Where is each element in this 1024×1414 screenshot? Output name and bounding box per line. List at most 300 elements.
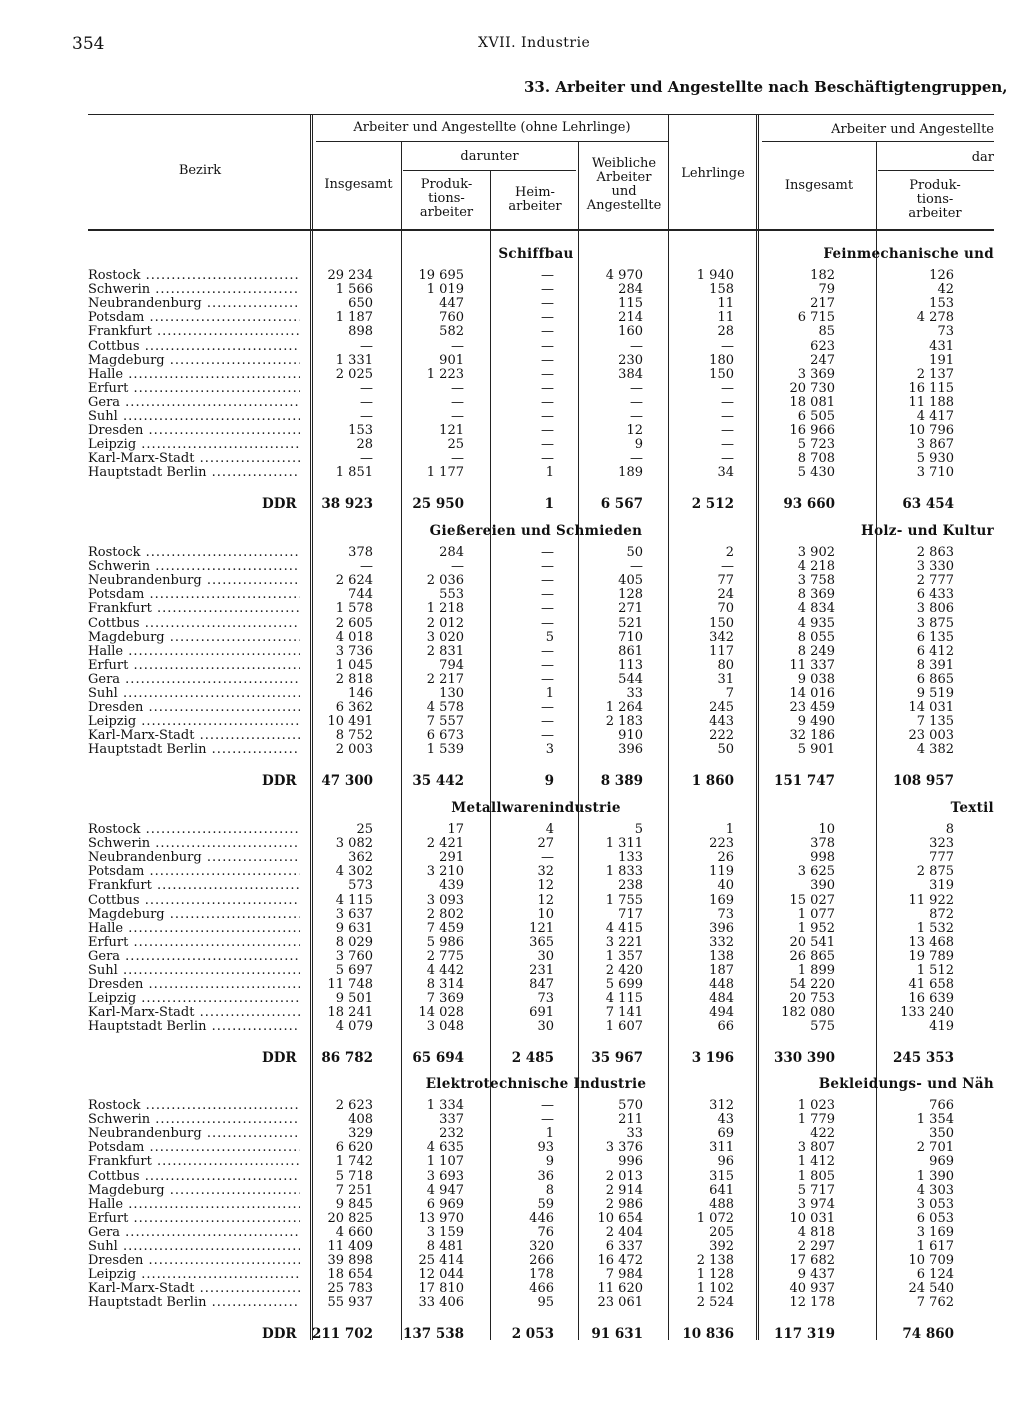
table-row <box>0 673 1024 687</box>
cell-bezirk: Leipzig ..... <box>88 438 300 452</box>
cell-weibliche: 284 <box>618 282 643 298</box>
cell-lehrlinge: — <box>721 338 734 354</box>
table-row <box>0 1282 1024 1296</box>
header-produktionsarbeiter-right: Produk- tions- arbeiter <box>908 178 962 221</box>
total-produktionsarbeiter: 137 538 <box>402 1325 464 1342</box>
cell-produktionsarbeiter-right: 10 709 <box>908 1253 954 1269</box>
cell-insgesamt-right: 3 758 <box>797 573 835 589</box>
cell-lehrlinge: 117 <box>709 643 734 659</box>
cell-weibliche: 861 <box>618 643 643 659</box>
cell-lehrlinge: 11 <box>717 296 734 312</box>
table-row <box>0 283 1024 297</box>
cell-heimarbeiter: 365 <box>529 934 554 950</box>
cell-lehrlinge: 484 <box>709 991 734 1007</box>
cell-bezirk: Halle ..... <box>88 922 300 936</box>
cell-produktionsarbeiter: 14 028 <box>418 1005 464 1021</box>
cell-heimarbeiter: 8 <box>545 1182 554 1198</box>
cell-insgesamt: 2 605 <box>335 615 373 631</box>
table-row <box>0 1268 1024 1282</box>
cell-bezirk: Dresden ..... <box>88 424 300 438</box>
section-title-left: Metallwarenindustrie <box>451 800 621 816</box>
cell-bezirk: Hauptstadt Berlin ..... <box>88 1296 300 1310</box>
table-row <box>0 1226 1024 1240</box>
cell-insgesamt: 1 742 <box>335 1154 373 1170</box>
cell-heimarbeiter: — <box>541 423 554 439</box>
section-title-right: Feinmechanische und <box>823 246 994 262</box>
cell-insgesamt-right: 2 297 <box>797 1239 835 1254</box>
cell-produktionsarbeiter: 7 369 <box>426 991 464 1007</box>
table-row <box>0 311 1024 325</box>
cell-insgesamt: 3 637 <box>335 906 373 922</box>
cell-insgesamt-right: 17 682 <box>789 1253 835 1269</box>
cell-lehrlinge: 311 <box>709 1140 734 1156</box>
cell-insgesamt-right: 85 <box>818 324 835 340</box>
cell-heimarbeiter: — <box>541 296 554 312</box>
cell-insgesamt-right: 79 <box>818 282 835 298</box>
cell-lehrlinge: 158 <box>709 282 734 298</box>
cell-heimarbeiter: 4 <box>545 822 554 837</box>
cell-heimarbeiter: 30 <box>537 1019 554 1035</box>
cell-bezirk: Frankfurt ..... <box>88 879 300 893</box>
cell-heimarbeiter: — <box>541 451 554 467</box>
cell-insgesamt: 8 029 <box>335 934 373 950</box>
cell-heimarbeiter: — <box>541 338 554 354</box>
cell-insgesamt-right: 182 080 <box>781 1005 835 1021</box>
cell-produktionsarbeiter-right: 11 922 <box>908 892 954 908</box>
cell-heimarbeiter: — <box>541 409 554 424</box>
header-group-left: Arbeiter und Angestellte (ohne Lehrlinge) <box>353 120 631 135</box>
cell-produktionsarbeiter: 4 578 <box>426 700 464 716</box>
cell-lehrlinge: 1 940 <box>696 268 734 283</box>
total-weibliche: 8 389 <box>600 772 643 789</box>
cell-produktionsarbeiter-right: 766 <box>929 1098 954 1113</box>
cell-lehrlinge: 26 <box>717 850 734 866</box>
cell-weibliche: 230 <box>618 352 643 368</box>
cell-produktionsarbeiter-right: 16 115 <box>908 380 954 396</box>
cell-insgesamt: 1 578 <box>335 601 373 617</box>
cell-produktionsarbeiter: 1 218 <box>426 601 464 617</box>
cell-insgesamt-right: 1 779 <box>797 1112 835 1128</box>
cell-produktionsarbeiter-right: 6 865 <box>916 671 954 687</box>
cell-bezirk: Halle ..... <box>88 1198 300 1212</box>
cell-produktionsarbeiter: 337 <box>439 1112 464 1128</box>
cell-weibliche: 33 <box>626 1126 643 1142</box>
cell-produktionsarbeiter: 6 673 <box>426 728 464 744</box>
cell-insgesamt-right: 1 023 <box>797 1098 835 1113</box>
cell-heimarbeiter: — <box>541 850 554 866</box>
cell-produktionsarbeiter: 25 <box>447 437 464 453</box>
cell-lehrlinge: 488 <box>709 1196 734 1212</box>
cell-bezirk: Cottbus ..... <box>88 617 300 631</box>
cell-produktionsarbeiter-right: 872 <box>929 906 954 922</box>
group-rule-right <box>762 141 994 142</box>
cell-heimarbeiter: 266 <box>529 1253 554 1269</box>
table-row <box>0 382 1024 396</box>
table-row <box>0 908 1024 922</box>
cell-produktionsarbeiter-right: 4 382 <box>916 742 954 758</box>
cell-insgesamt: 9 501 <box>335 991 373 1007</box>
cell-weibliche: 160 <box>618 324 643 340</box>
cell-insgesamt: 408 <box>348 1112 373 1128</box>
cell-insgesamt: 329 <box>348 1126 373 1142</box>
cell-heimarbeiter: 1 <box>545 686 554 701</box>
table-row <box>0 894 1024 908</box>
cell-weibliche: — <box>630 409 643 424</box>
cell-insgesamt-right: 1 899 <box>797 963 835 978</box>
cell-heimarbeiter: — <box>541 437 554 453</box>
cell-heimarbeiter: — <box>541 545 554 560</box>
table-row <box>0 729 1024 743</box>
table-title: 33. Arbeiter und Angestellte nach Beschäftigtengruppen, <box>524 78 1008 96</box>
cell-produktionsarbeiter-right: 6 053 <box>916 1210 954 1226</box>
cell-produktionsarbeiter: 1 539 <box>426 742 464 758</box>
cell-insgesamt: 6 620 <box>335 1140 373 1156</box>
cell-heimarbeiter: — <box>541 587 554 603</box>
cell-weibliche: 271 <box>618 601 643 617</box>
cell-lehrlinge: 1 102 <box>696 1281 734 1297</box>
total-lehrlinge: 2 512 <box>691 495 734 512</box>
cell-insgesamt-right: 26 865 <box>789 948 835 964</box>
cell-insgesamt-right: 1 952 <box>797 920 835 936</box>
cell-heimarbeiter: — <box>541 643 554 659</box>
cell-heimarbeiter: 95 <box>537 1295 554 1311</box>
cell-produktionsarbeiter: 2 831 <box>426 643 464 659</box>
cell-weibliche: 115 <box>618 296 643 312</box>
header-darunter-right: dar <box>971 150 994 165</box>
cell-insgesamt-right: 998 <box>810 850 835 866</box>
total-weibliche: 35 967 <box>591 1049 643 1066</box>
cell-insgesamt-right: 10 <box>818 822 835 837</box>
cell-produktionsarbeiter: 291 <box>439 850 464 866</box>
cell-bezirk: Karl-Marx-Stadt ..... <box>88 729 300 743</box>
cell-produktionsarbeiter: 232 <box>439 1126 464 1142</box>
cell-insgesamt-right: 623 <box>810 338 835 354</box>
cell-weibliche: 717 <box>618 906 643 922</box>
cell-bezirk: Karl-Marx-Stadt ..... <box>88 1282 300 1296</box>
cell-weibliche: 238 <box>618 878 643 894</box>
cell-insgesamt-right: 6 715 <box>797 310 835 326</box>
cell-produktionsarbeiter-right: 3 710 <box>916 465 954 481</box>
total-insgesamt-right: 93 660 <box>783 495 835 512</box>
total-produktionsarbeiter-right: 63 454 <box>902 495 954 512</box>
cell-lehrlinge: 69 <box>717 1126 734 1142</box>
total-row <box>0 1326 1024 1342</box>
cell-produktionsarbeiter: — <box>451 451 464 467</box>
table-row <box>0 1170 1024 1184</box>
cell-produktionsarbeiter-right: 16 639 <box>908 991 954 1007</box>
total-produktionsarbeiter: 35 442 <box>412 772 464 789</box>
cell-heimarbeiter: — <box>541 714 554 730</box>
cell-insgesamt-right: 10 031 <box>789 1210 835 1226</box>
cell-produktionsarbeiter-right: 3 053 <box>916 1196 954 1212</box>
cell-lehrlinge: 1 128 <box>696 1267 734 1283</box>
cell-lehrlinge: 1 072 <box>696 1210 734 1226</box>
table-row <box>0 823 1024 837</box>
section-title-left: Schiffbau <box>498 246 574 262</box>
cell-insgesamt: 153 <box>348 423 373 439</box>
cell-bezirk: Gera ..... <box>88 950 300 964</box>
cell-produktionsarbeiter: 760 <box>439 310 464 326</box>
cell-produktionsarbeiter: 3 093 <box>426 892 464 908</box>
cell-produktionsarbeiter: — <box>451 338 464 354</box>
total-lehrlinge: 3 196 <box>691 1049 734 1066</box>
table-row <box>0 1296 1024 1310</box>
cell-insgesamt-right: 422 <box>810 1126 835 1142</box>
cell-insgesamt: 9 845 <box>335 1196 373 1212</box>
table-row <box>0 396 1024 410</box>
cell-bezirk: Potsdam ..... <box>88 865 300 879</box>
cell-bezirk: Cottbus ..... <box>88 1170 300 1184</box>
table-row <box>0 1212 1024 1226</box>
total-insgesamt-right: 151 747 <box>773 772 835 789</box>
cell-lehrlinge: 312 <box>709 1098 734 1113</box>
cell-bezirk: Hauptstadt Berlin ..... <box>88 743 300 757</box>
header-insgesamt-right: Insgesamt <box>784 178 854 193</box>
cell-insgesamt: 1 331 <box>335 352 373 368</box>
table-row <box>0 1127 1024 1141</box>
cell-heimarbeiter: 93 <box>537 1140 554 1156</box>
header-top-rule <box>88 114 994 115</box>
cell-produktionsarbeiter: 3 159 <box>426 1224 464 1240</box>
table-row <box>0 1198 1024 1212</box>
cell-lehrlinge: 396 <box>709 920 734 936</box>
cell-insgesamt: — <box>360 409 373 424</box>
table-row <box>0 325 1024 339</box>
table-row <box>0 1113 1024 1127</box>
total-weibliche: 91 631 <box>591 1325 643 1342</box>
cell-heimarbeiter: 320 <box>529 1239 554 1254</box>
chapter-heading: XVII. Industrie <box>478 35 591 51</box>
cell-bezirk: Potsdam ..... <box>88 311 300 325</box>
table-row <box>0 617 1024 631</box>
cell-produktionsarbeiter-right: 319 <box>929 878 954 894</box>
cell-weibliche: 6 337 <box>605 1239 643 1254</box>
cell-weibliche: 1 264 <box>605 700 643 716</box>
cell-produktionsarbeiter-right: 133 240 <box>900 1005 954 1021</box>
cell-weibliche: 2 404 <box>605 1224 643 1240</box>
table-row <box>0 1184 1024 1198</box>
cell-lehrlinge: 223 <box>709 836 734 852</box>
cell-lehrlinge: — <box>721 451 734 467</box>
cell-bezirk: Halle ..... <box>88 368 300 382</box>
cell-insgesamt: 4 018 <box>335 629 373 645</box>
cell-bezirk: Schwerin ..... <box>88 560 300 574</box>
cell-lehrlinge: 150 <box>709 615 734 631</box>
cell-insgesamt: 4 079 <box>335 1019 373 1035</box>
header-heimarbeiter: Heim- arbeiter <box>508 185 562 214</box>
cell-insgesamt-right: 247 <box>810 352 835 368</box>
cell-heimarbeiter: 12 <box>537 892 554 908</box>
table-row <box>0 936 1024 950</box>
cell-insgesamt: 7 251 <box>335 1182 373 1198</box>
cell-bezirk: Neubrandenburg ..... <box>88 851 300 865</box>
cell-lehrlinge: — <box>721 394 734 410</box>
cell-bezirk: Karl-Marx-Stadt ..... <box>88 1006 300 1020</box>
cell-insgesamt-right: 8 055 <box>797 629 835 645</box>
cell-produktionsarbeiter: 3 020 <box>426 629 464 645</box>
table-row <box>0 1099 1024 1113</box>
cell-lehrlinge: 641 <box>709 1182 734 1198</box>
cell-insgesamt-right: 5 717 <box>797 1182 835 1198</box>
cell-produktionsarbeiter: 3 693 <box>426 1168 464 1184</box>
cell-bezirk: Erfurt ..... <box>88 382 300 396</box>
cell-heimarbeiter: — <box>541 380 554 396</box>
table-row <box>0 631 1024 645</box>
cell-produktionsarbeiter: 2 775 <box>426 948 464 964</box>
cell-produktionsarbeiter: 13 970 <box>418 1210 464 1226</box>
cell-insgesamt-right: 14 016 <box>789 686 835 701</box>
section-title-left: Gießereien und Schmieden <box>429 523 643 539</box>
cell-produktionsarbeiter: 12 044 <box>418 1267 464 1283</box>
cell-lehrlinge: 392 <box>709 1239 734 1254</box>
cell-weibliche: 189 <box>618 465 643 481</box>
cell-insgesamt: 4 660 <box>335 1224 373 1240</box>
cell-produktionsarbeiter: 284 <box>439 545 464 560</box>
cell-produktionsarbeiter-right: 1 532 <box>916 920 954 936</box>
cell-bezirk: Magdeburg ..... <box>88 631 300 645</box>
cell-insgesamt-right: 5 901 <box>797 742 835 758</box>
cell-bezirk: Gera ..... <box>88 1226 300 1240</box>
cell-heimarbeiter: 27 <box>537 836 554 852</box>
cell-produktionsarbeiter-right: 6 433 <box>916 587 954 603</box>
table-row <box>0 1240 1024 1254</box>
cell-weibliche: 710 <box>618 629 643 645</box>
total-label: DDR <box>262 495 297 512</box>
header-darunter: darunter <box>460 149 519 164</box>
cell-produktionsarbeiter-right: 1 390 <box>916 1168 954 1184</box>
cell-bezirk: Potsdam ..... <box>88 1141 300 1155</box>
cell-insgesamt-right: 8 369 <box>797 587 835 603</box>
cell-lehrlinge: 138 <box>709 948 734 964</box>
cell-weibliche: 3 221 <box>605 934 643 950</box>
cell-insgesamt-right: 1 412 <box>797 1154 835 1170</box>
cell-lehrlinge: 50 <box>717 742 734 758</box>
cell-weibliche: — <box>630 394 643 410</box>
cell-weibliche: 50 <box>626 545 643 560</box>
cell-produktionsarbeiter: 1 177 <box>426 465 464 481</box>
cell-insgesamt-right: 32 186 <box>789 728 835 744</box>
cell-insgesamt: 4 115 <box>335 892 373 908</box>
cell-weibliche: 2 986 <box>605 1196 643 1212</box>
table-row <box>0 837 1024 851</box>
total-insgesamt: 211 702 <box>311 1325 373 1342</box>
table-row <box>0 715 1024 729</box>
cell-weibliche: 544 <box>618 671 643 687</box>
cell-produktionsarbeiter: 17 <box>447 822 464 837</box>
cell-produktionsarbeiter: 2 217 <box>426 671 464 687</box>
cell-lehrlinge: 245 <box>709 700 734 716</box>
cell-produktionsarbeiter-right: 969 <box>929 1154 954 1170</box>
total-label: DDR <box>262 772 297 789</box>
cell-produktionsarbeiter-right: 8 <box>945 822 954 837</box>
section-title-right: Textil <box>950 800 994 816</box>
cell-produktionsarbeiter-right: 4 278 <box>916 310 954 326</box>
cell-insgesamt: 25 783 <box>327 1281 373 1297</box>
cell-insgesamt: 11 748 <box>327 977 373 993</box>
cell-weibliche: 910 <box>618 728 643 744</box>
cell-insgesamt: 146 <box>348 686 373 701</box>
cell-lehrlinge: 443 <box>709 714 734 730</box>
cell-produktionsarbeiter-right: 3 806 <box>916 601 954 617</box>
cell-lehrlinge: 119 <box>709 864 734 880</box>
table-row <box>0 1141 1024 1155</box>
table-row <box>0 1006 1024 1020</box>
cell-insgesamt: 28 <box>356 437 373 453</box>
table-row <box>0 354 1024 368</box>
cell-bezirk: Schwerin ..... <box>88 283 300 297</box>
cell-heimarbeiter: — <box>541 310 554 326</box>
cell-produktionsarbeiter: 3 210 <box>426 864 464 880</box>
cell-insgesamt-right: 5 430 <box>797 465 835 481</box>
total-produktionsarbeiter: 65 694 <box>412 1049 464 1066</box>
cell-insgesamt: 2 003 <box>335 742 373 758</box>
table-row <box>0 992 1024 1006</box>
cell-insgesamt: 18 654 <box>327 1267 373 1283</box>
cell-produktionsarbeiter-right: 191 <box>929 352 954 368</box>
cell-bezirk: Erfurt ..... <box>88 1212 300 1226</box>
cell-heimarbeiter: — <box>541 1098 554 1113</box>
cell-produktionsarbeiter-right: 2 875 <box>916 864 954 880</box>
cell-bezirk: Halle ..... <box>88 645 300 659</box>
cell-produktionsarbeiter: — <box>451 394 464 410</box>
cell-lehrlinge: 2 <box>725 545 734 560</box>
cell-insgesamt-right: 20 541 <box>789 934 835 950</box>
table-row <box>0 743 1024 757</box>
cell-produktionsarbeiter-right: 23 003 <box>908 728 954 744</box>
cell-lehrlinge: 187 <box>709 963 734 978</box>
cell-produktionsarbeiter: 7 557 <box>426 714 464 730</box>
cell-produktionsarbeiter-right: 3 169 <box>916 1224 954 1240</box>
cell-produktionsarbeiter-right: 6 412 <box>916 643 954 659</box>
cell-lehrlinge: 40 <box>717 878 734 894</box>
cell-weibliche: 1 357 <box>605 948 643 964</box>
cell-produktionsarbeiter-right: 8 391 <box>916 657 954 673</box>
cell-lehrlinge: 315 <box>709 1168 734 1184</box>
cell-insgesamt: 25 <box>356 822 373 837</box>
table-row <box>0 865 1024 879</box>
cell-insgesamt-right: 3 369 <box>797 366 835 382</box>
cell-insgesamt-right: 6 505 <box>797 409 835 424</box>
cell-lehrlinge: 342 <box>709 629 734 645</box>
cell-produktionsarbeiter: — <box>451 409 464 424</box>
cell-bezirk: Suhl ..... <box>88 410 300 424</box>
cell-weibliche: 7 984 <box>605 1267 643 1283</box>
cell-heimarbeiter: 9 <box>545 1154 554 1170</box>
cell-bezirk: Erfurt ..... <box>88 659 300 673</box>
table-row <box>0 964 1024 978</box>
cell-weibliche: 33 <box>626 686 643 701</box>
cell-weibliche: 211 <box>618 1112 643 1128</box>
cell-insgesamt: 3 082 <box>335 836 373 852</box>
cell-insgesamt: 362 <box>348 850 373 866</box>
total-heimarbeiter: 9 <box>544 772 554 789</box>
cell-weibliche: 9 <box>634 437 643 453</box>
cell-produktionsarbeiter-right: 5 930 <box>916 451 954 467</box>
cell-insgesamt: 1 851 <box>335 465 373 481</box>
cell-produktionsarbeiter-right: 4 417 <box>916 409 954 424</box>
cell-heimarbeiter: 76 <box>537 1224 554 1240</box>
cell-produktionsarbeiter-right: 1 512 <box>916 963 954 978</box>
table-row <box>0 922 1024 936</box>
cell-produktionsarbeiter: 121 <box>439 423 464 439</box>
cell-insgesamt: 1 045 <box>335 657 373 673</box>
cell-heimarbeiter: — <box>541 282 554 298</box>
cell-lehrlinge: 494 <box>709 1005 734 1021</box>
cell-weibliche: 570 <box>618 1098 643 1113</box>
table-row <box>0 574 1024 588</box>
cell-weibliche: 7 141 <box>605 1005 643 1021</box>
cell-insgesamt: 29 234 <box>327 268 373 283</box>
